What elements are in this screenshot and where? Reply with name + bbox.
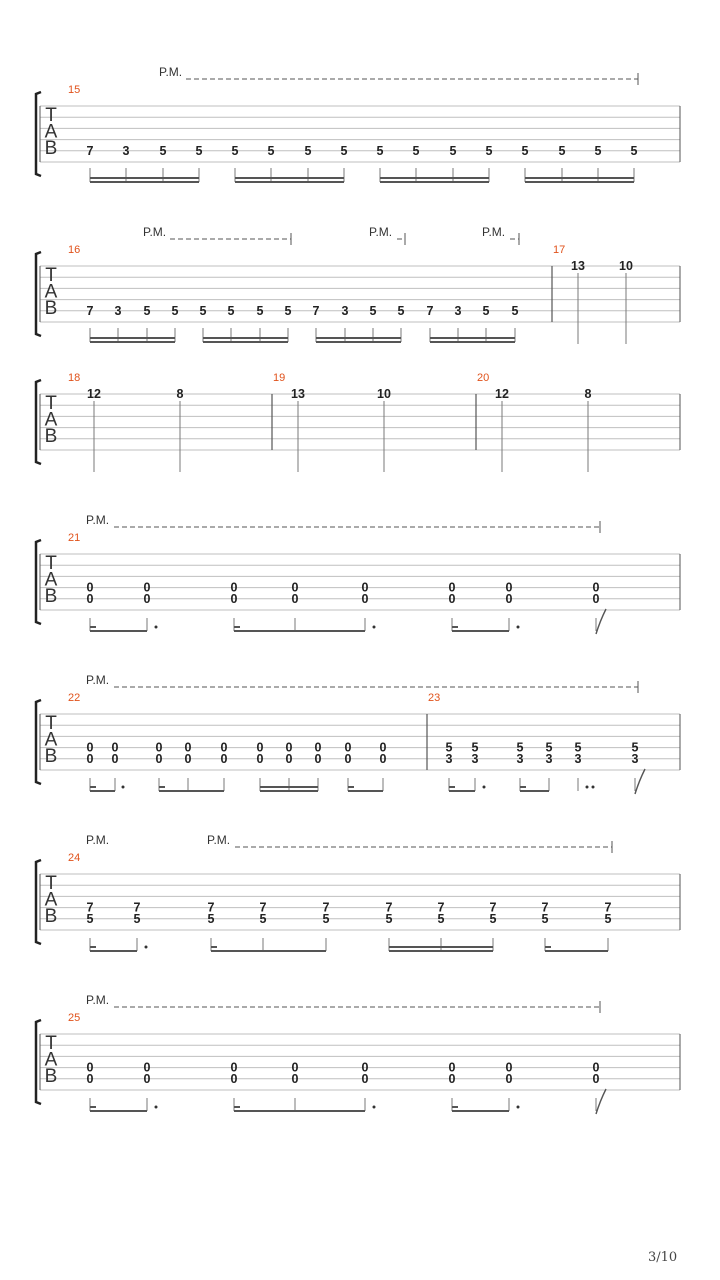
fret-number: 0 [143, 591, 151, 606]
fret-number: 7 [207, 900, 215, 915]
palm-mute-label: P.M. [86, 673, 110, 687]
fret-number: 5 [322, 911, 330, 926]
fret-number: 0 [285, 740, 293, 755]
fret-number: 8 [176, 387, 184, 401]
fret-number: 5 [594, 143, 602, 158]
fret-number: 5 [437, 911, 445, 926]
fret-number: 0 [285, 751, 293, 766]
fret-number: 0 [256, 740, 264, 755]
fret-number: 0 [592, 1060, 600, 1075]
tab-clef-letter: B [44, 426, 58, 447]
fret-number: 0 [505, 580, 513, 595]
fret-number: 0 [314, 751, 322, 766]
tab-clef-letter: A [44, 121, 58, 143]
tab-clef-letter: A [44, 889, 58, 911]
fret-number: 0 [86, 740, 94, 755]
fret-number: 13 [291, 387, 305, 401]
fret-number: 0 [592, 580, 600, 595]
fret-number: 5 [207, 911, 215, 926]
measure-number: 19 [273, 372, 286, 384]
fret-number: 0 [184, 740, 192, 755]
rhythm-dot [155, 1106, 158, 1109]
fret-number: 5 [558, 143, 566, 158]
fret-number: 3 [471, 751, 479, 766]
rhythm-dot [517, 1106, 520, 1109]
fret-number: 7 [541, 900, 549, 915]
fret-number: 7 [86, 143, 94, 158]
fret-number: 5 [397, 303, 405, 318]
fret-number: 5 [304, 143, 312, 158]
fret-number: 0 [155, 751, 163, 766]
fret-number: 0 [86, 591, 94, 606]
measure-number: 15 [68, 84, 81, 96]
fret-number: 0 [344, 740, 352, 755]
measure-number: 20 [477, 372, 490, 384]
fret-number: 0 [86, 580, 94, 595]
fret-number: 0 [111, 740, 119, 755]
measure-number: 16 [68, 244, 81, 256]
tab-clef-letter: A [44, 1049, 58, 1071]
fret-number: 13 [571, 259, 585, 273]
tab-clef-letter: A [44, 409, 58, 431]
tab-clef-letter: T [45, 1033, 57, 1054]
rhythm-dot [586, 786, 589, 789]
fret-number: 5 [471, 740, 479, 755]
tab-clef-letter: B [44, 586, 58, 607]
fret-number: 7 [604, 900, 612, 915]
fret-number: 5 [227, 303, 235, 318]
rhythm-dot [145, 946, 148, 949]
fret-number: 0 [344, 751, 352, 766]
fret-number: 5 [631, 740, 639, 755]
fret-number: 0 [86, 1060, 94, 1075]
fret-number: 0 [361, 580, 369, 595]
page-number: 3/10 [648, 1250, 678, 1265]
palm-mute-label: P.M. [482, 225, 506, 239]
fret-number: 12 [87, 387, 101, 401]
fret-number: 5 [545, 740, 553, 755]
rhythm-dot [592, 786, 595, 789]
fret-number: 0 [230, 1060, 238, 1075]
fret-number: 0 [143, 1071, 151, 1086]
fret-number: 0 [361, 591, 369, 606]
fret-number: 7 [312, 303, 320, 318]
palm-mute-label: P.M. [369, 225, 393, 239]
tab-clef-letter: T [45, 713, 57, 734]
fret-number: 5 [412, 143, 420, 158]
tab-clef-letter: T [45, 393, 57, 414]
fret-number: 5 [231, 143, 239, 158]
fret-number: 0 [592, 1071, 600, 1086]
fret-number: 0 [143, 580, 151, 595]
fret-number: 5 [195, 143, 203, 158]
fret-number: 5 [284, 303, 292, 318]
fret-number: 3 [341, 303, 349, 318]
tab-clef-letter: B [44, 138, 58, 159]
rhythm-dot [373, 1106, 376, 1109]
fret-number: 5 [574, 740, 582, 755]
fret-number: 0 [256, 751, 264, 766]
palm-mute-label: P.M. [86, 513, 110, 527]
fret-number: 8 [584, 387, 592, 401]
fret-number: 0 [448, 591, 456, 606]
fret-number: 5 [485, 143, 493, 158]
fret-number: 0 [361, 1060, 369, 1075]
fret-number: 0 [155, 740, 163, 755]
fret-number: 0 [448, 1060, 456, 1075]
fret-number: 5 [449, 143, 457, 158]
fret-number: 0 [592, 591, 600, 606]
fret-number: 0 [230, 580, 238, 595]
measure-number: 18 [68, 372, 81, 384]
fret-number: 0 [379, 751, 387, 766]
tab-clef-letter: B [44, 746, 58, 767]
fret-number: 0 [143, 1060, 151, 1075]
fret-number: 5 [489, 911, 497, 926]
fret-number: 0 [291, 1071, 299, 1086]
fret-number: 5 [376, 143, 384, 158]
fret-number: 3 [445, 751, 453, 766]
fret-number: 5 [199, 303, 207, 318]
fret-number: 3 [114, 303, 122, 318]
fret-number: 0 [230, 1071, 238, 1086]
fret-number: 0 [111, 751, 119, 766]
fret-number: 5 [143, 303, 151, 318]
fret-number: 7 [259, 900, 267, 915]
fret-number: 0 [184, 751, 192, 766]
fret-number: 5 [340, 143, 348, 158]
tab-clef-letter: B [44, 1066, 58, 1087]
fret-number: 0 [291, 1060, 299, 1075]
fret-number: 0 [314, 740, 322, 755]
fret-number: 5 [256, 303, 264, 318]
fret-number: 5 [259, 911, 267, 926]
fret-number: 5 [171, 303, 179, 318]
rhythm-dot [122, 786, 125, 789]
measure-number: 17 [553, 244, 566, 256]
fret-number: 7 [426, 303, 434, 318]
fret-number: 0 [230, 591, 238, 606]
tab-clef-letter: T [45, 265, 57, 286]
fret-number: 3 [122, 143, 130, 158]
measure-number: 22 [68, 692, 81, 704]
fret-number: 5 [385, 911, 393, 926]
fret-number: 0 [505, 1071, 513, 1086]
tab-clef-letter: B [44, 906, 58, 927]
fret-number: 7 [86, 303, 94, 318]
fret-number: 7 [322, 900, 330, 915]
fret-number: 0 [505, 591, 513, 606]
tab-clef-letter: B [44, 298, 58, 319]
tab-clef-letter: T [45, 553, 57, 574]
rhythm-dot [517, 626, 520, 629]
fret-number: 3 [454, 303, 462, 318]
rhythm-dot [373, 626, 376, 629]
palm-mute-label: P.M. [86, 833, 110, 847]
palm-mute-label: P.M. [159, 65, 183, 79]
fret-number: 7 [133, 900, 141, 915]
fret-number: 10 [619, 259, 633, 273]
fret-number: 5 [86, 911, 94, 926]
fret-number: 10 [377, 387, 391, 401]
fret-number: 3 [631, 751, 639, 766]
tab-clef-letter: A [44, 281, 58, 303]
note-flag [596, 609, 606, 634]
fret-number: 5 [511, 303, 519, 318]
fret-number: 7 [385, 900, 393, 915]
fret-number: 0 [291, 580, 299, 595]
fret-number: 7 [86, 900, 94, 915]
fret-number: 5 [159, 143, 167, 158]
palm-mute-label: P.M. [86, 993, 110, 1007]
fret-number: 5 [369, 303, 377, 318]
fret-number: 12 [495, 387, 509, 401]
palm-mute-label: P.M. [143, 225, 167, 239]
palm-mute-label: P.M. [207, 833, 231, 847]
fret-number: 5 [521, 143, 529, 158]
tab-clef-letter: T [45, 873, 57, 894]
fret-number: 7 [489, 900, 497, 915]
measure-number: 25 [68, 1012, 81, 1024]
fret-number: 5 [267, 143, 275, 158]
note-flag [635, 769, 645, 794]
fret-number: 5 [133, 911, 141, 926]
fret-number: 0 [379, 740, 387, 755]
fret-number: 0 [448, 1071, 456, 1086]
fret-number: 5 [482, 303, 490, 318]
fret-number: 3 [545, 751, 553, 766]
fret-number: 5 [630, 143, 638, 158]
tab-clef-letter: T [45, 105, 57, 126]
fret-number: 5 [445, 740, 453, 755]
fret-number: 5 [516, 740, 524, 755]
fret-number: 0 [86, 751, 94, 766]
fret-number: 7 [437, 900, 445, 915]
note-flag [596, 1089, 606, 1114]
measure-number: 24 [68, 852, 81, 864]
fret-number: 0 [220, 751, 228, 766]
fret-number: 5 [604, 911, 612, 926]
fret-number: 0 [505, 1060, 513, 1075]
measure-number: 23 [428, 692, 441, 704]
fret-number: 0 [86, 1071, 94, 1086]
fret-number: 0 [220, 740, 228, 755]
fret-number: 3 [574, 751, 582, 766]
rhythm-dot [155, 626, 158, 629]
rhythm-dot [483, 786, 486, 789]
tab-clef-letter: A [44, 569, 58, 591]
fret-number: 3 [516, 751, 524, 766]
fret-number: 5 [541, 911, 549, 926]
fret-number: 0 [361, 1071, 369, 1086]
tab-clef-letter: A [44, 729, 58, 751]
fret-number: 0 [291, 591, 299, 606]
fret-number: 0 [448, 580, 456, 595]
measure-number: 21 [68, 532, 81, 544]
